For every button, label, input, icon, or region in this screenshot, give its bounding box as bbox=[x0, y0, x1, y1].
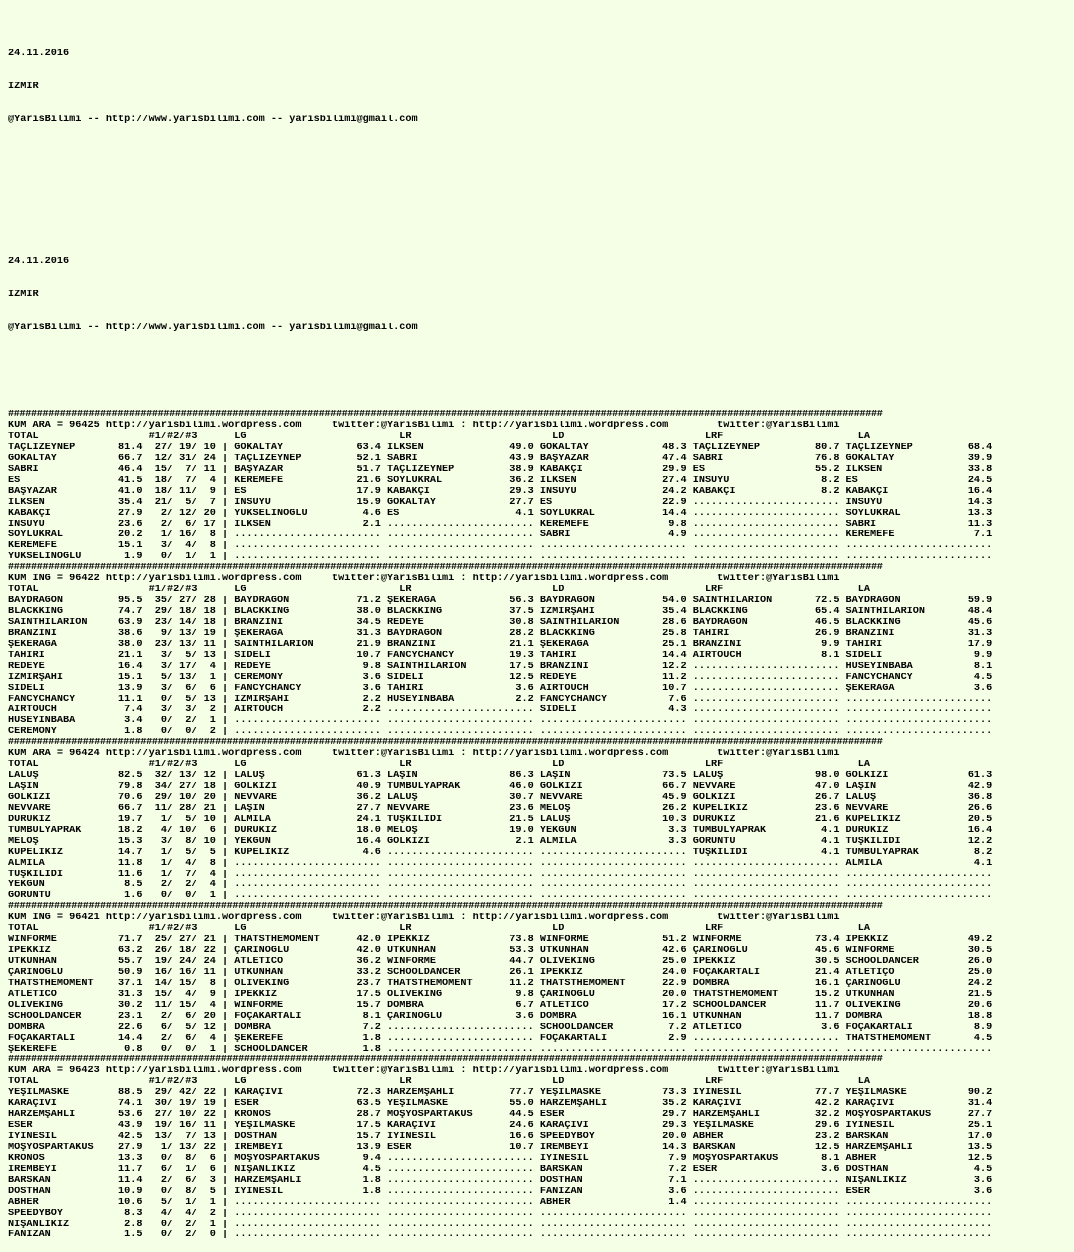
table-row: ILKSEN 35.4 21/ 5/ 7 | INSUYU 15.9 GOKALTAY 27.7 ES 22.9 ........................ INSUYU 14.3 bbox=[8, 497, 993, 508]
table-row: TAÇLIZEYNEP 81.4 27/ 19/ 10 | GOKALTAY 63.4 ILKSEN 49.0 GOKALTAY 48.3 TAÇLIZEYNEP 80.7 TAÇLIZEYNEP 68.4 bbox=[8, 442, 993, 453]
separator-line: ######################################################################################################################################################## bbox=[8, 410, 883, 421]
table-row: MOŞYOSPARTAKUS 27.9 1/ 13/ 22 | IREMBEYI 13.9 ESER 10.7 IREMBEYI 14.3 BARSKAN 12.5 HARZEMŞAHLI 13.5 bbox=[8, 1142, 993, 1153]
table-row: KABAKÇI 27.9 2/ 12/ 20 | YUKSELINOĞLU 4.6 ES 4.1 SOYLUKRAL 14.4 ........................ SOYLUKRAL 13.3 bbox=[8, 508, 993, 519]
header-block-1 bbox=[8, 27, 1074, 147]
table-row: SCHOOLDANCER 23.1 2/ 6/ 20 | FOÇAKARTALI 8.1 ÇARINOGLU 3.6 DOMBRA 16.1 UTKUNHAN 11.7 DOMBRA 18.8 bbox=[8, 1011, 993, 1022]
race-title: KUM ING = 96422 http://yarisbilimi.wordpress.com twitter:@YarisBilimi : http://yarisbilimi.wordpress.com twitter:@YarisBilimi bbox=[8, 574, 840, 585]
table-row: ES 41.5 18/ 7/ 4 | KEREMEFE 21.6 SOYLUKRAL 36.2 ILKSEN 27.4 INSUYU 8.2 ES 24.5 bbox=[8, 475, 993, 486]
table-row: IPEKKIZ 63.2 26/ 18/ 22 | ÇARINOGLU 42.0 UTKUNHAN 53.3 UTKUNHAN 42.6 ÇARINOGLU 45.6 WINFORME 30.5 bbox=[8, 946, 993, 957]
table-row: TUŞKILIDI 11.6 1/ 7/ 4 | ........................ ........................ ........................ ........................ ........................ bbox=[8, 869, 993, 880]
column-header: TOTAL #1/#2/#3 LG LR LD LRF LA bbox=[8, 432, 871, 442]
table-row: YEKGUN 8.5 2/ 2/ 4 | ........................ ........................ ........................ ........................ ........................ bbox=[8, 880, 993, 891]
separator-line: ######################################################################################################################################################## bbox=[8, 902, 883, 913]
table-row: BRANZINI 38.6 9/ 13/ 19 | ŞEKERAĞA 31.3 BAYDRAGON 28.2 BLACKKING 25.8 TAHIRI 26.9 BRANZINI 31.3 bbox=[8, 628, 993, 639]
table-row: DOSTHAN 10.9 0/ 8/ 5 | IYINESIL 1.8 ........................ FANIZAN 3.6 ........................ ESER 3.6 bbox=[8, 1186, 993, 1197]
race-block bbox=[8, 1055, 1074, 1241]
table-row: DOMBRA 22.6 6/ 5/ 12 | DOMBRA 7.2 ........................ SCHOOLDANCER 7.2 ATLETICO 3.6 FOÇAKARTALI 8.9 bbox=[8, 1022, 993, 1033]
results-document bbox=[8, 5, 1074, 1252]
table-row: ŞEKERAĞA 38.0 23/ 13/ 11 | SAINTHILARION 21.9 BRANZINI 21.1 ŞEKERAĞA 25.1 BRANZINI 9.9 TAHIRI 17.9 bbox=[8, 639, 993, 650]
spacer bbox=[8, 169, 1074, 180]
table-row: SPEEDYBOY 8.3 4/ 4/ 2 | ........................ ........................ ........................ ........................ ........................ bbox=[8, 1208, 993, 1219]
table-row: SAINTHILARION 63.9 23/ 14/ 18 | BRANZINI 34.5 REDEYE 30.8 SAINTHILARION 28.6 BAYDRAGON 46.5 BLACKKING 45.6 bbox=[8, 617, 993, 628]
table-row: IYINESIL 42.5 13/ 7/ 13 | DOSTHAN 15.7 IYINESIL 16.6 SPEEDYBOY 20.0 ABHER 23.2 BARSKAN 17.0 bbox=[8, 1132, 993, 1142]
table-row: LAŞIN 79.8 34/ 27/ 18 | GOLKIZI 40.9 TUMBULYAPRAK 46.0 GOLKIZI 66.7 NEVVARE 47.0 LAŞIN 42.9 bbox=[8, 782, 993, 792]
table-row: BLACKKING 74.7 29/ 18/ 18 | BLACKKING 38.0 BLACKKING 37.5 IZMIRŞAHI 35.4 BLACKKING 65.4 SAINTHILARION 48.4 bbox=[8, 607, 993, 617]
table-row: SOYLUKRAL 20.2 1/ 16/ 8 | ........................ ........................ SABRI 4.9 ........................ KEREMEFE 7.1 bbox=[8, 530, 993, 541]
table-row: THATSTHEMOMENT 37.1 14/ 15/ 8 | OLIVEKING 23.7 THATSTHEMOMENT 11.2 THATSTHEMOMENT 22.9 DOMBRA 16.1 ÇARINOGLU 24.2 bbox=[8, 978, 993, 989]
contact-line: @YarisBilimi -- http://www.yarisbilimi.com -- yarisbilimi@gmail.com bbox=[8, 322, 418, 333]
race-title: KUM ING = 96421 http://yarisbilimi.wordpress.com twitter:@YarisBilimi : http://yarisbilimi.wordpress.com twitter:@YarisBilimi bbox=[8, 913, 840, 924]
table-row: GOLKIZI 70.6 29/ 10/ 20 | NEVVARE 36.2 LALUŞ 30.7 NEVVARE 45.9 GOLKIZI 26.7 LALUŞ 36.8 bbox=[8, 792, 993, 803]
header-block-2 bbox=[8, 235, 1074, 355]
report-city: IZMIR bbox=[8, 81, 39, 92]
table-row: ÇARINOGLU 50.9 16/ 16/ 11 | UTKUNHAN 33.2 SCHOOLDANCER 26.1 IPEKKIZ 24.0 FOÇAKARTALI 21.4 ATLETIÇO 25.0 bbox=[8, 967, 993, 978]
table-row: UTKUNHAN 55.7 19/ 24/ 24 | ATLETICO 36.2 WINFORME 44.7 OLIVEKING 25.0 IPEKKIZ 30.5 SCHOOLDANCER 26.0 bbox=[8, 957, 993, 967]
table-row: SIDELI 13.9 3/ 6/ 6 | FANCYCHANCY 3.6 TAHIRI 3.6 AIRTOUCH 10.7 ........................ ŞEKERAĞA 3.6 bbox=[8, 683, 993, 694]
table-row: FANCYCHANCY 11.1 0/ 5/ 13 | IZMIRŞAHI 2.2 HUSEYINBABA 2.2 FANCYCHANCY 7.6 ........................ ........................ bbox=[8, 694, 993, 705]
table-row: TAHIRI 21.1 3/ 5/ 13 | SIDELI 10.7 FANCYCHANCY 19.3 TAHIRI 14.4 AIRTOUCH 8.1 SIDELI 9.9 bbox=[8, 650, 993, 661]
table-row: INSUYU 23.6 2/ 6/ 17 | ILKSEN 2.1 ........................ KEREMEFE 9.8 ........................ SABRI 11.3 bbox=[8, 519, 993, 530]
table-row: WINFORME 71.7 25/ 27/ 21 | THATSTHEMOMENT 42.0 IPEKKIZ 73.8 WINFORME 51.2 WINFORME 73.4 IPEKKIZ 49.2 bbox=[8, 935, 993, 946]
table-row: NIŞANLIKIZ 2.8 0/ 2/ 1 | ........................ ........................ ........................ ........................ ........................ bbox=[8, 1219, 993, 1230]
table-row: FOÇAKARTALI 14.4 2/ 6/ 4 | ŞEKEREFE 1.8 ........................ FOÇAKARTALI 2.9 ........................ THATSTHEMOMENT 4.5 bbox=[8, 1033, 993, 1044]
table-row: IZMIRŞAHI 15.1 5/ 13/ 1 | CEREMONY 3.6 SIDELI 12.5 REDEYE 11.2 ........................ FANCYCHANCY 4.5 bbox=[8, 672, 993, 683]
table-row: REDEYE 16.4 3/ 17/ 4 | REDEYE 9.8 SAINTHILARION 17.5 BRANZINI 12.2 ........................ HUSEYINBABA 8.1 bbox=[8, 661, 993, 672]
race-block bbox=[8, 902, 1074, 1055]
separator-line: ######################################################################################################################################################## bbox=[8, 563, 883, 574]
table-row: GORUNTU 1.6 0/ 0/ 1 | ........................ ........................ ........................ ........................ ........................ bbox=[8, 891, 993, 902]
race-tables bbox=[8, 410, 1074, 1241]
column-header: TOTAL #1/#2/#3 LG LR LD LRF LA bbox=[8, 1077, 871, 1088]
race-block bbox=[8, 738, 1074, 902]
table-row: BAŞYAZAR 41.0 18/ 11/ 9 | ES 17.9 KABAKÇI 29.3 INSUYU 24.2 KABAKÇI 8.2 KABAKÇI 16.4 bbox=[8, 486, 993, 497]
table-row: HARZEMŞAHLI 53.6 27/ 10/ 22 | KRONOS 28.7 MOŞYOSPARTAKUS 44.5 ESER 29.7 HARZEMŞAHLI 32.2 MOŞYOSPARTAKUS 27.7 bbox=[8, 1110, 993, 1121]
table-row: IREMBEYI 11.7 6/ 1/ 6 | NIŞANLIKIZ 4.5 ........................ BARSKAN 7.2 ESER 3.6 DOSTHAN 4.5 bbox=[8, 1164, 993, 1175]
separator-line: ######################################################################################################################################################## bbox=[8, 738, 883, 749]
separator-line: ######################################################################################################################################################## bbox=[8, 1055, 883, 1066]
table-row: DURUKIZ 19.7 1/ 5/ 10 | ALMILA 24.1 TUŞKILIDI 21.5 LALUŞ 10.3 DURUKIZ 21.6 KUPELIKIZ 20.5 bbox=[8, 814, 993, 825]
table-row: FANIZAN 1.5 0/ 2/ 0 | ........................ ........................ ........................ ........................ ........................ bbox=[8, 1230, 993, 1241]
table-row: BAYDRAGON 95.5 35/ 27/ 28 | BAYDRAGON 71.2 ŞEKERAĞA 56.3 BAYDRAGON 54.0 SAINTHILARION 72.5 BAYDRAGON 59.9 bbox=[8, 596, 993, 607]
table-row: ATLETICO 31.3 15/ 4/ 9 | IPEKKIZ 17.5 OLIVEKING 9.8 ÇARINOGLU 20.0 THATSTHEMOMENT 15.2 UTKUNHAN 21.5 bbox=[8, 989, 993, 1000]
table-row: OLIVEKING 30.2 11/ 15/ 4 | WINFORME 15.7 DOMBRA 6.7 ATLETICO 17.2 SCHOOLDANCER 11.7 OLIVEKING 20.6 bbox=[8, 1000, 993, 1011]
table-row: KRONOS 13.3 0/ 8/ 6 | MOŞYOSPARTAKUS 9.4 ........................ IYINESIL 7.9 MOŞYOSPARTAKUS 8.1 ABHER 12.5 bbox=[8, 1153, 993, 1164]
column-header: TOTAL #1/#2/#3 LG LR LD LRF LA bbox=[8, 760, 871, 771]
table-row: YUKSELINOĞLU 1.9 0/ 1/ 1 | ........................ ........................ ........................ ........................ ........................ bbox=[8, 552, 993, 563]
report-date: 24.11.2016 bbox=[8, 256, 70, 267]
table-row: ESER 43.9 19/ 16/ 11 | YEŞILMASKE 17.5 KARAÇIVI 24.6 KARAÇIVI 29.3 YEŞILMASKE 29.6 IYINESIL 25.1 bbox=[8, 1121, 993, 1132]
race-block bbox=[8, 563, 1074, 738]
table-row: NEVVARE 66.7 11/ 28/ 21 | LAŞIN 27.7 NEVVARE 23.6 MELOŞ 26.2 KUPELIKIZ 23.6 NEVVARE 26.6 bbox=[8, 803, 993, 814]
table-row: AIRTOUCH 7.4 3/ 3/ 2 | AIRTOUCH 2.2 ........................ SIDELI 4.3 ........................ ........................ bbox=[8, 705, 993, 716]
table-row: MELOŞ 15.3 3/ 8/ 10 | YEKGUN 16.4 GOLKIZI 2.1 ALMILA 3.3 GORUNTU 4.1 TUŞKILIDI 12.2 bbox=[8, 836, 993, 847]
table-row: KUPELIKIZ 14.7 1/ 5/ 5 | KUPELIKIZ 4.6 ........................ ........................ TUŞKILIDI 4.1 TUMBULYAPRAK 8.2 bbox=[8, 847, 993, 858]
race-title: KUM ARA = 96424 http://yarisbilimi.wordpress.com twitter:@YarisBilimi : http://yarisbilimi.wordpress.com twitter:@YarisBilimi bbox=[8, 749, 840, 760]
table-row: KARAÇIVI 74.1 30/ 19/ 19 | ESER 63.5 YEŞILMASKE 55.0 HARZEMŞAHLI 35.2 KARAÇIVI 42.2 KARAÇIVI 31.4 bbox=[8, 1099, 993, 1110]
table-row: TUMBULYAPRAK 18.2 4/ 10/ 6 | DURUKIZ 18.0 MELOŞ 19.0 YEKGUN 3.3 TUMBULYAPRAK 4.1 DURUKIZ 16.4 bbox=[8, 825, 993, 836]
table-row: HUSEYINBABA 3.4 0/ 2/ 1 | ........................ ........................ ........................ ........................ ........................ bbox=[8, 716, 993, 727]
table-row: LALUŞ 82.5 32/ 13/ 12 | LALUŞ 61.3 LAŞIN 86.3 LAŞIN 73.5 LALUŞ 98.0 GOLKIZI 61.3 bbox=[8, 771, 993, 782]
spacer bbox=[8, 377, 1074, 388]
table-row: ALMILA 11.8 1/ 4/ 8 | ........................ ........................ ........................ ........................ ALMILA 4.1 bbox=[8, 858, 993, 869]
contact-line: @YarisBilimi -- http://www.yarisbilimi.com -- yarisbilimi@gmail.com bbox=[8, 114, 418, 125]
table-row: CEREMONY 1.8 0/ 0/ 2 | ........................ ........................ ........................ ........................ ........................ bbox=[8, 727, 993, 738]
table-row: BARSKAN 11.4 2/ 6/ 3 | HARZEMŞAHLI 1.8 ........................ DOSTHAN 7.1 ........................ NIŞANLIKIZ 3.6 bbox=[8, 1175, 993, 1186]
table-row: YEŞILMASKE 88.5 29/ 42/ 22 | KARAÇIVI 72.3 HARZEMŞAHLI 77.7 YEŞILMASKE 73.3 IYINESIL 77.7 YEŞILMASKE 90.2 bbox=[8, 1088, 993, 1099]
table-row: SABRI 46.4 15/ 7/ 11 | BAŞYAZAR 51.7 TAÇLIZEYNEP 38.9 KABAKÇI 29.9 ES 55.2 ILKSEN 33.8 bbox=[8, 464, 993, 475]
report-date: 24.11.2016 bbox=[8, 48, 70, 59]
race-block bbox=[8, 410, 1074, 563]
column-header: TOTAL #1/#2/#3 LG LR LD LRF LA bbox=[8, 924, 871, 935]
race-title: KUM ARA = 96425 http://yarisbilimi.wordpress.com twitter:@YarisBilimi : http://yarisbilimi.wordpress.com twitter:@YarisBilimi bbox=[8, 421, 840, 432]
table-row: ŞEKEREFE 0.8 0/ 0/ 1 | SCHOOLDANCER 1.8 ........................ ........................ ........................ ........................ bbox=[8, 1044, 993, 1055]
column-header: TOTAL #1/#2/#3 LG LR LD LRF LA bbox=[8, 585, 871, 596]
report-city: IZMIR bbox=[8, 289, 39, 300]
spacer bbox=[8, 202, 1074, 213]
race-title: KUM ARA = 96423 http://yarisbilimi.wordpress.com twitter:@YarisBilimi : http://yarisbilimi.wordpress.com twitter:@YarisBilimi bbox=[8, 1066, 840, 1077]
table-row: KEREMEFE 15.1 3/ 4/ 8 | ........................ ........................ ........................ ........................ ........................ bbox=[8, 541, 993, 552]
table-row: GOKALTAY 66.7 12/ 31/ 24 | TAÇLIZEYNEP 52.1 SABRI 43.9 BAŞYAZAR 47.4 SABRI 76.8 GOKALTAY 39.9 bbox=[8, 453, 993, 464]
table-row: ABHER 10.6 5/ 1/ 1 | ........................ ........................ ABHER 1.4 ........................ ........................ bbox=[8, 1197, 993, 1208]
